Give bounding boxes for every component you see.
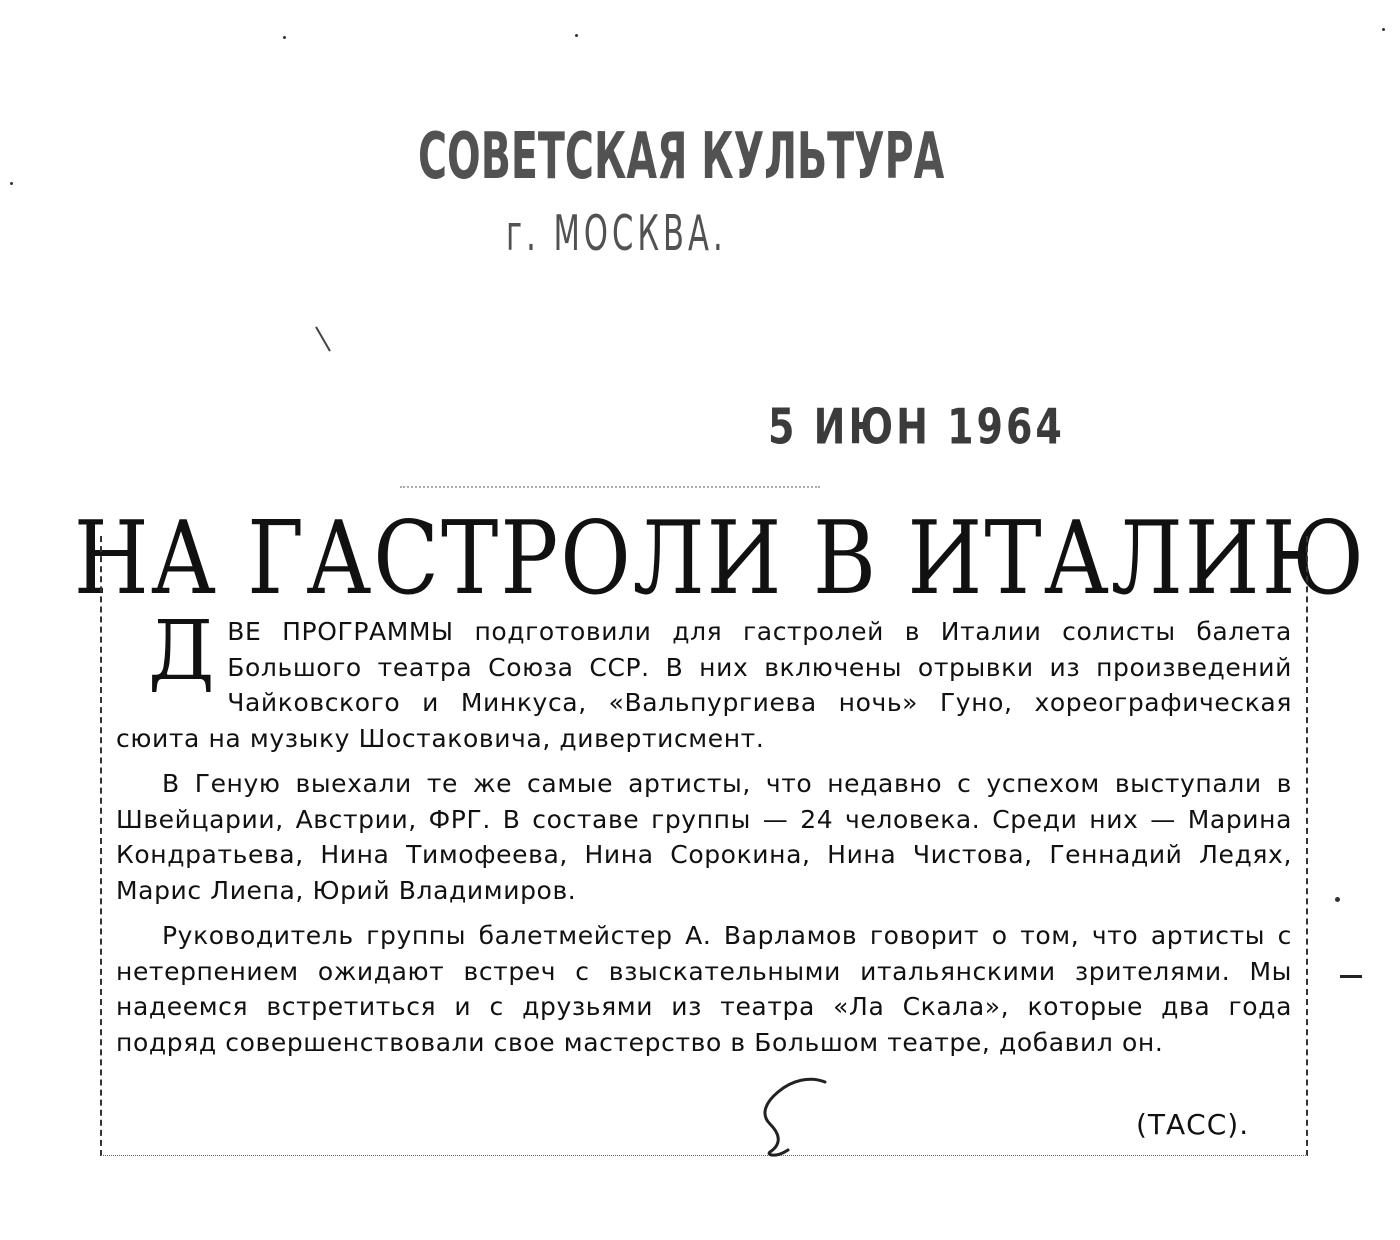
article-paragraph: В Геную выехали те же самые артисты, что недавно с успехом выступали в Швейцарии, Австрии, ФРГ. В составе группы — 24 человека. Среди них — Марина Кондратьева, Нина Тимофеева, Нина Сорокина, Нина Чистова, Геннадий Ледях, Марис Лиепа, Юрий Владимиров. — [116, 769, 1292, 905]
article-headline: НА ГАСТРОЛИ В ИТАЛИЮ — [73, 500, 1367, 618]
handwritten-signature — [740, 1072, 840, 1162]
article-paragraph: Руководитель группы балетмейстер А. Варламов говорит о том, что артисты с нетерпением ожидают встреч с взыскательными итальянскими зрителями. Мы надеемся встретиться и с друзьями из театра «Ла Скала», которые два года подряд совершенствовали свое мастерство в Большом театре, добавил он. — [116, 921, 1292, 1057]
publication-stamp: СОВЕТСКАЯ КУЛЬТУРА — [418, 120, 945, 194]
scan-mark — [315, 326, 331, 351]
news-agency-credit: (ТАСС). — [1136, 1108, 1250, 1141]
scan-speck — [1335, 897, 1340, 902]
date-stamp: 5 ИЮН 1964 — [768, 398, 1065, 456]
drop-cap: Д — [148, 604, 216, 699]
scan-rule — [400, 486, 820, 488]
paragraph-1-text: подготовили для гастролей в Италии солисты балета Большого театра Союза ССР. В них включены отрывки из произведений Чайковского и Минкуса, «Вальпургиева ночь» Гуно, хореографическая сюита на музыку Шостаковича, дивертисмент. — [116, 617, 1292, 753]
article-body — [116, 604, 1292, 1070]
scan-mark — [1340, 975, 1362, 978]
scan-speck — [10, 182, 13, 185]
city-stamp: г. МОСКВА. — [506, 205, 727, 263]
article-paragraph — [116, 604, 1292, 756]
scan-speck — [575, 34, 578, 37]
lead-caps: ВЕ ПРОГРАММЫ — [227, 617, 454, 646]
scan-speck — [1382, 28, 1385, 31]
scan-speck — [283, 36, 286, 39]
